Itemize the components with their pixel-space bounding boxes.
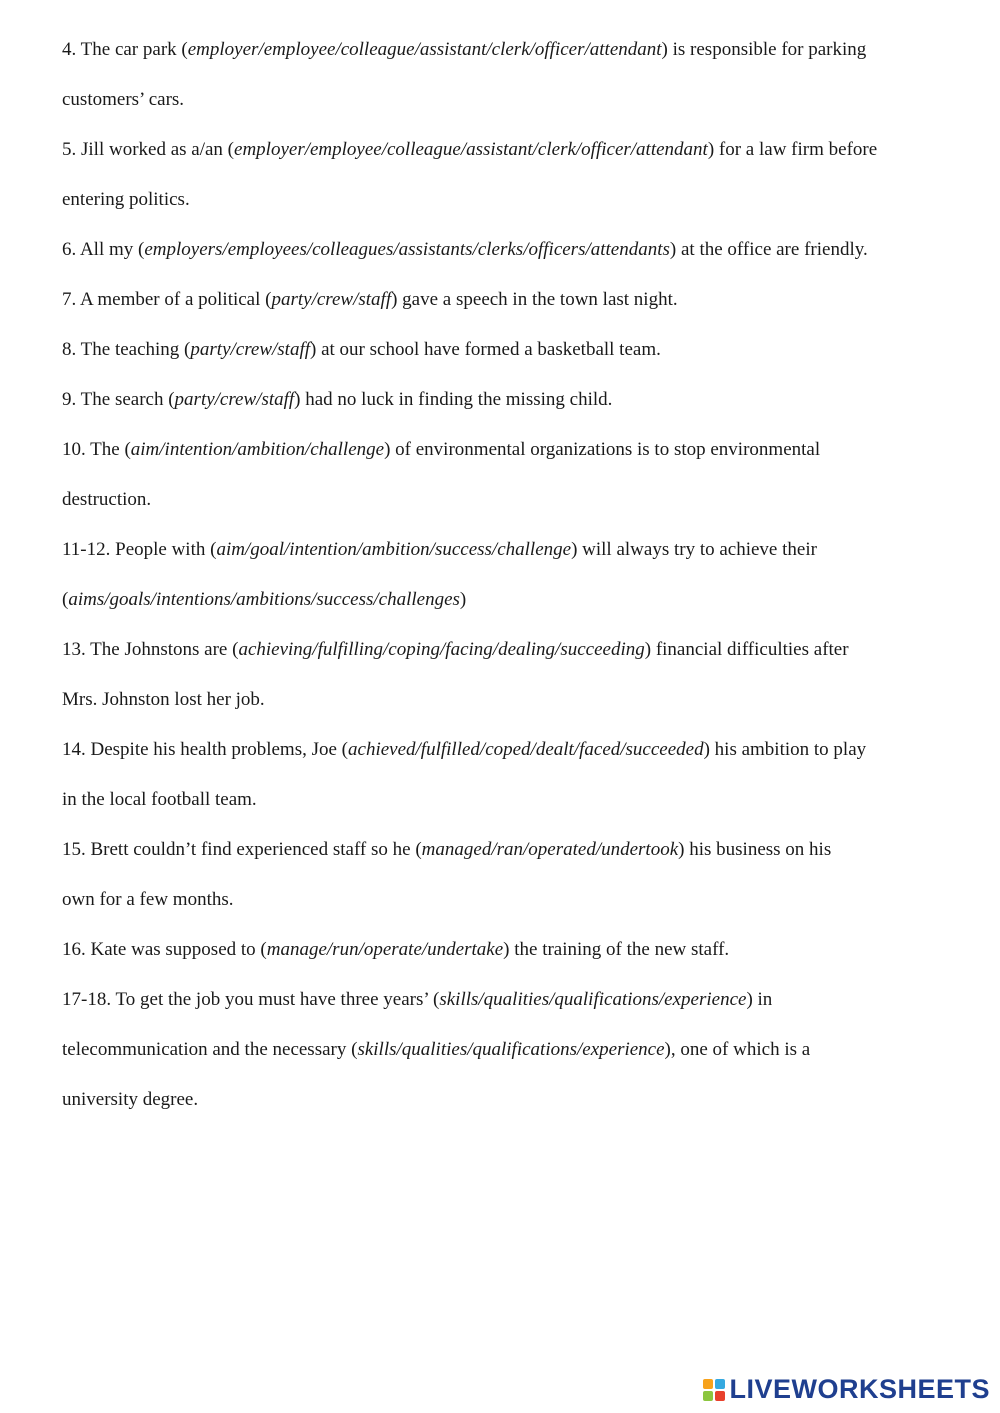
- worksheet-line: [62, 582, 962, 632]
- sentence-end: ) for a law firm before: [707, 139, 878, 160]
- sentence-end: ) had no luck in finding the missing child.: [294, 389, 613, 410]
- sentence-end: ) in: [746, 989, 773, 1010]
- answer-options: managed/ran/operated/undertook: [421, 839, 679, 860]
- sentence-start: 5. Jill worked as a/an (: [62, 139, 235, 160]
- line-text: own for a few months.: [62, 889, 234, 910]
- sentence-start: 8. The teaching (: [62, 339, 191, 360]
- sentence-start: 11-12. People with (: [62, 539, 217, 560]
- sentence-start: 9. The search (: [62, 389, 175, 410]
- worksheet-line: [62, 1082, 962, 1132]
- answer-options: party/crew/staff: [271, 289, 392, 310]
- sentence-start: 6. All my (: [62, 239, 145, 260]
- logo-square: [715, 1391, 725, 1401]
- line-text: in the local football team.: [62, 789, 257, 810]
- worksheet-line: [62, 1032, 962, 1082]
- line-text: Mrs. Johnston lost her job.: [62, 689, 265, 710]
- worksheet-line: [62, 832, 962, 882]
- worksheet-line: [62, 932, 962, 982]
- logo-square: [703, 1391, 713, 1401]
- sentence-start: 16. Kate was supposed to (: [62, 939, 267, 960]
- sentence-end: ) the training of the new staff.: [503, 939, 730, 960]
- worksheet-line: [62, 782, 962, 832]
- answer-options: employer/employee/colleague/assistant/clerk/officer/attendant: [234, 139, 708, 160]
- worksheet-line: [62, 732, 962, 782]
- worksheet-line: [62, 332, 962, 382]
- answer-options: employer/employee/colleague/assistant/clerk/officer/attendant: [187, 39, 662, 60]
- liveworksheets-logo-icon: [703, 1379, 725, 1401]
- worksheet-line: [62, 882, 962, 932]
- line-text: destruction.: [62, 489, 152, 510]
- worksheet-body: [62, 32, 962, 1132]
- sentence-end: ) at our school have formed a basketball team.: [310, 339, 661, 360]
- sentence-start: 10. The (: [62, 439, 131, 460]
- sentence-end: ), one of which is a: [664, 1039, 811, 1060]
- sentence-start: (: [62, 589, 69, 610]
- worksheet-line: [62, 482, 962, 532]
- answer-options: skills/qualities/qualifications/experience: [439, 989, 747, 1010]
- sentence-end: ): [459, 589, 467, 610]
- sentence-end: ) will always try to achieve their: [571, 539, 817, 560]
- answer-options: aim/goal/intention/ambition/success/challenge: [216, 539, 572, 560]
- line-text: customers’ cars.: [62, 89, 185, 110]
- brand-name: LIVEWORKSHEETS: [729, 1374, 990, 1404]
- worksheet-line: [62, 982, 962, 1032]
- sentence-end: ) his business on his: [678, 839, 832, 860]
- worksheet-line: [62, 382, 962, 432]
- sentence-start: 14. Despite his health problems, Joe (: [62, 739, 349, 760]
- sentence-end: ) is responsible for parking: [661, 39, 867, 60]
- answer-options: aim/intention/ambition/challenge: [130, 439, 385, 460]
- worksheet-line: [62, 632, 962, 682]
- worksheet-line: [62, 182, 962, 232]
- liveworksheets-brand: [703, 1374, 990, 1405]
- sentence-end: ) gave a speech in the town last night.: [391, 289, 678, 310]
- worksheet-line: [62, 432, 962, 482]
- answer-options: achieving/fulfilling/coping/facing/dealing/succeeding: [238, 639, 645, 660]
- sentence-start: 13. The Johnstons are (: [62, 639, 239, 660]
- worksheet-line: [62, 132, 962, 182]
- sentence-end: ) of environmental organizations is to stop environmental: [384, 439, 821, 460]
- worksheet-line: [62, 282, 962, 332]
- sentence-end: ) financial difficulties after: [644, 639, 849, 660]
- sentence-end: ) at the office are friendly.: [669, 239, 868, 260]
- answer-options: party/crew/staff: [190, 339, 311, 360]
- answer-options: employers/employees/colleagues/assistants/clerks/officers/attendants: [144, 239, 670, 260]
- worksheet-line: [62, 532, 962, 582]
- logo-square: [703, 1379, 713, 1389]
- logo-square: [715, 1379, 725, 1389]
- sentence-start: 7. A member of a political (: [62, 289, 272, 310]
- sentence-start: telecommunication and the necessary (: [62, 1039, 358, 1060]
- sentence-end: ) his ambition to play: [703, 739, 867, 760]
- answer-options: party/crew/staff: [174, 389, 295, 410]
- sentence-start: 15. Brett couldn’t find experienced staff so he (: [62, 839, 422, 860]
- worksheet-line: [62, 232, 962, 282]
- sentence-start: 4. The car park (: [62, 39, 188, 60]
- answer-options: manage/run/operate/undertake: [266, 939, 504, 960]
- answer-options: aims/goals/intentions/ambitions/success/challenges: [68, 589, 460, 610]
- worksheet-line: [62, 682, 962, 732]
- worksheet-line: [62, 82, 962, 132]
- line-text: university degree.: [62, 1089, 199, 1110]
- answer-options: skills/qualities/qualifications/experience: [357, 1039, 665, 1060]
- line-text: entering politics.: [62, 189, 190, 210]
- worksheet-line: [62, 32, 962, 82]
- answer-options: achieved/fulfilled/coped/dealt/faced/succeeded: [348, 739, 704, 760]
- sentence-start: 17-18. To get the job you must have three years’ (: [62, 989, 440, 1010]
